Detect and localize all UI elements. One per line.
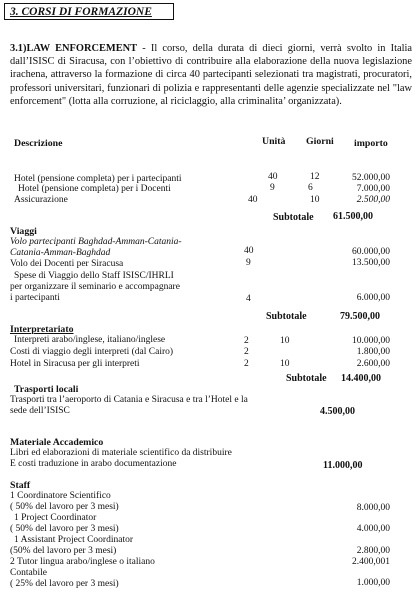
- interp-row-1-unita: 2: [244, 336, 249, 346]
- intro-heading: 3.1)LAW ENFORCEMENT: [10, 43, 138, 54]
- col-giorni: Giorni: [306, 136, 334, 147]
- col-descrizione: Descrizione: [14, 138, 63, 149]
- staff-row-4-line-3: ( 25% del lavoro per 3 mesi): [10, 579, 119, 589]
- interp-row-3: Hotel in Siracusa per gli interpreti: [10, 359, 140, 369]
- staff-row-2-line-1: 1 Project Coordinator: [14, 513, 97, 523]
- subtotal-value-2: 79.500,00: [340, 311, 380, 322]
- row-assicurazione-unita: 40: [248, 195, 258, 205]
- interp-row-2: Costi di viaggio degli interpreti (dal Cairo): [10, 347, 174, 357]
- staff-row-2-importo: 4.000,00: [356, 524, 390, 534]
- interp-row-2-importo: 1.800,00: [356, 347, 390, 357]
- section-title: 3. CORSI DI FORMAZIONE: [10, 6, 152, 18]
- viaggi-row-3-line-2: per organizzare il seminario e accompagnare: [10, 282, 180, 292]
- row-hotel-docenti: Hotel (pensione completa) per i Docenti: [18, 184, 171, 194]
- row-assicurazione: Assicurazione: [14, 195, 68, 205]
- viaggi-row-1-line-2: Catania-Amman-Baghdad: [10, 248, 111, 258]
- viaggi-row-2: Volo dei Docenti per Siracusa: [10, 259, 124, 269]
- staff-heading: Staff: [10, 480, 31, 491]
- materiale-line-2: E costi traduzione in arabo documentazione: [10, 459, 177, 469]
- materiale-heading: Materiale Accademico: [10, 437, 104, 448]
- subtotal-value-3: 14.400,00: [341, 373, 381, 384]
- row-assicurazione-importo: 2.500,00: [356, 195, 390, 205]
- viaggi-row-2-importo: 13.500,00: [352, 258, 390, 268]
- interp-row-1: Interpreti arabo/inglese, italiano/inglese: [14, 335, 166, 345]
- staff-row-1-line-2: ( 50% del lavoro per 3 mesi): [10, 502, 119, 512]
- staff-row-4-importo-2: 1.000,00: [356, 578, 390, 588]
- trasporti-importo: 4.500,00: [320, 406, 355, 417]
- viaggi-row-1-importo: 60.000,00: [352, 247, 390, 257]
- staff-row-4-line-2: Contabile: [10, 568, 47, 578]
- staff-row-3-line-1: 1 Assistant Project Coordinator: [14, 535, 134, 545]
- subtotal-label-2: Subtotale: [266, 311, 307, 322]
- interp-row-2-unita: 2: [244, 347, 249, 357]
- materiale-importo: 11.000,00: [323, 460, 363, 471]
- interp-row-1-importo: 10.000,00: [352, 336, 390, 346]
- viaggi-row-3-importo: 6.000,00: [356, 293, 390, 303]
- row-hotel-partecipanti-unita: 40: [268, 172, 278, 182]
- interp-row-3-unita: 2: [244, 359, 249, 369]
- interp-row-1-giorni: 10: [280, 336, 290, 346]
- row-hotel-partecipanti-importo: 52.000,00: [352, 173, 390, 183]
- staff-row-2-line-2: ( 50% del lavoro per 3 mesi): [10, 524, 119, 534]
- row-hotel-docenti-giorni: 6: [308, 183, 313, 193]
- col-importo: importo: [354, 138, 388, 149]
- materiale-line-1: Libri ed elaborazioni di materiale scientifico da distribuire: [10, 448, 232, 458]
- col-unita: Unità: [262, 136, 286, 147]
- subtotal-label-1: Subtotale: [273, 212, 314, 223]
- staff-row-1-line-1: 1 Coordinatore Scientifico: [10, 491, 111, 501]
- viaggi-row-3-line-1: Spese di Viaggio dello Staff ISISC/IHRLI: [14, 271, 174, 281]
- intro-paragraph: [10, 42, 412, 108]
- row-hotel-docenti-unita: 9: [270, 183, 275, 193]
- viaggi-row-2-unita: 9: [246, 258, 251, 268]
- trasporti-line-1: Trasporti tra l’aeroporto di Catania e Siracusa e tra l’Hotel e la: [10, 395, 248, 405]
- staff-row-1-importo: 8.000,00: [356, 503, 390, 513]
- trasporti-line-2: sede dell’ISISC: [10, 406, 70, 416]
- staff-row-3-line-2: (50% del lavoro per 3 mesi): [10, 546, 117, 556]
- staff-row-4-importo: 2.400,001: [352, 557, 390, 567]
- staff-row-3-importo: 2.800,00: [356, 546, 390, 556]
- subtotal-value-1: 61.500,00: [333, 211, 373, 222]
- viaggi-row-3-unita: 4: [246, 294, 251, 304]
- viaggi-row-3-line-3: i partecipanti: [10, 293, 60, 303]
- interp-row-3-importo: 2.600,00: [356, 359, 390, 369]
- row-hotel-partecipanti: Hotel (pensione completa) per i partecipanti: [14, 174, 182, 184]
- viaggi-row-1-unita: 40: [244, 246, 254, 256]
- interpretariato-heading: Interpretariato: [10, 324, 74, 335]
- interp-row-3-giorni: 10: [280, 359, 290, 369]
- intro-text: - Il corso, della durata di dieci giorni, verrà svolto in Italia dall’ISISC di Siracusa, con l’obiettivo di contribuire alla elaborazione della nuova legislazione irachena, attraverso la formazione di circa 40 partecipanti selezionati tra magistrati, procuratori, professori universitari, funzionari di polizia e rappresentanti delle agenzie specializzate nel "law enforcement" (lotta alla corruzione, al riciclaggio, alla criminalita’ organizzata).: [10, 43, 412, 107]
- subtotal-label-3: Subtotale: [286, 373, 327, 384]
- row-assicurazione-giorni: 10: [310, 195, 320, 205]
- trasporti-heading: Trasporti locali: [14, 384, 79, 395]
- row-hotel-partecipanti-giorni: 12: [310, 172, 320, 182]
- viaggi-heading: Viaggi: [10, 226, 37, 237]
- staff-row-4-line-1: 2 Tutor lingua arabo/inglese o italiano: [10, 557, 155, 567]
- viaggi-row-1-line-1: Volo partecipanti Baghdad-Amman-Catania-: [10, 237, 182, 247]
- row-hotel-docenti-importo: 7.000,00: [356, 184, 390, 194]
